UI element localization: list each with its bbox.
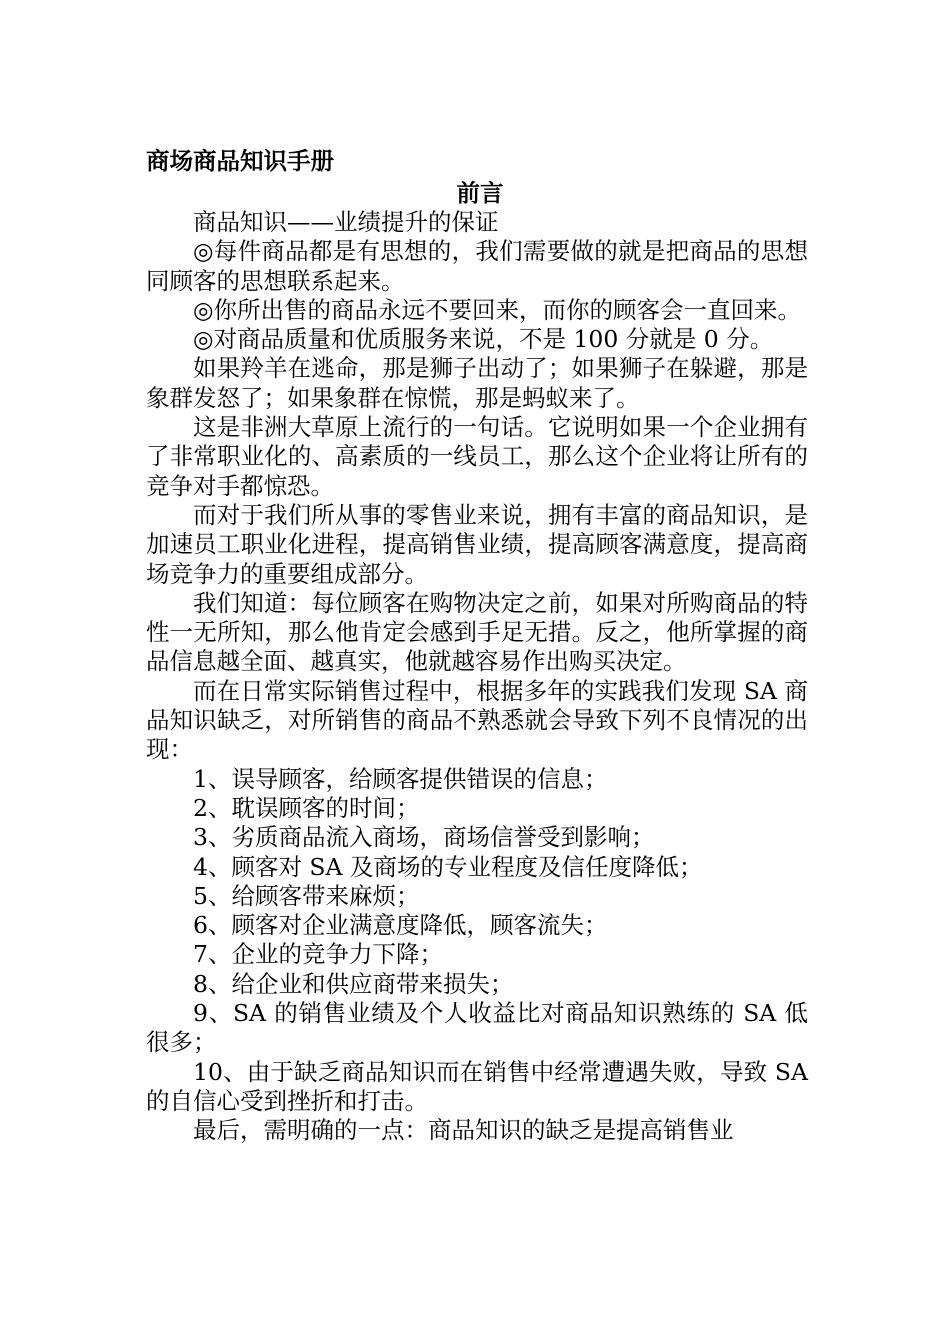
list-item-5: 5、给顾客带来麻烦； — [193, 881, 420, 910]
paragraph-conclusion: 最后，需明确的一点：商品知识的缺乏是提高销售业 — [193, 1116, 734, 1145]
list-item-10: 10、由于缺乏商品知识而在销售中经常遭遇失败，导致 SA 的自信心受到挫折和打击。 — [146, 1057, 808, 1115]
list-item-1: 1、误导顾客，给顾客提供错误的信息； — [193, 764, 608, 793]
paragraph-bullet-2: ◎你所出售的商品永远不要回来，而你的顾客会一直回来。 — [193, 295, 802, 324]
list-item-2: 2、耽误顾客的时间； — [193, 793, 420, 822]
paragraph-bullet-3: ◎对商品质量和优质服务来说，不是 100 分就是 0 分。 — [193, 325, 774, 354]
paragraph-proverb: 如果羚羊在逃命，那是狮子出动了；如果狮子在躲避，那是象群发怒了；如果象群在惊慌，那是蚂蚁来了。 — [146, 354, 808, 412]
paragraph-bullet-1: ◎每件商品都是有思想的，我们需要做的就是把商品的思想同顾客的思想联系起来。 — [146, 237, 808, 295]
document-body — [146, 144, 808, 1146]
document-title: 商场商品知识手册 — [146, 147, 334, 175]
paragraph-subtitle: 商品知识——业绩提升的保证 — [193, 208, 499, 236]
paragraph-retail: 而对于我们所从事的零售业来说，拥有丰富的商品知识，是加速员工职业化进程，提高销售业绩，提高顾客满意度，提高商场竞争力的重要组成部分。 — [146, 500, 808, 588]
list-item-9: 9、SA 的销售业绩及个人收益比对商品知识熟练的 SA 低很多； — [146, 999, 808, 1057]
list-item-8: 8、给企业和供应商带来损失； — [193, 969, 514, 998]
list-item-3: 3、劣质商品流入商场，商场信誉受到影响； — [193, 823, 655, 852]
section-title-preface: 前言 — [456, 179, 504, 207]
list-item-6: 6、顾客对企业满意度降低，顾客流失； — [193, 911, 608, 940]
paragraph-customer: 我们知道：每位顾客在购物决定之前，如果对所购商品的特性一无所知，那么他肯定会感到手足无措。反之，他所掌握的商品信息越全面、越真实，他就越容易作出购买决定。 — [146, 588, 808, 676]
list-item-4: 4、顾客对 SA 及商场的专业程度及信任度降低； — [193, 852, 703, 881]
paragraph-practice: 而在日常实际销售过程中，根据多年的实践我们发现 SA 商品知识缺乏，对所销售的商品不熟悉就会导致下列不良情况的出现： — [146, 676, 808, 764]
paragraph-explanation: 这是非洲大草原上流行的一句话。它说明如果一个企业拥有了非常职业化的、高素质的一线员工，那么这个企业将让所有的竞争对手都惊恐。 — [146, 413, 808, 500]
list-item-7: 7、企业的竞争力下降； — [193, 940, 443, 969]
